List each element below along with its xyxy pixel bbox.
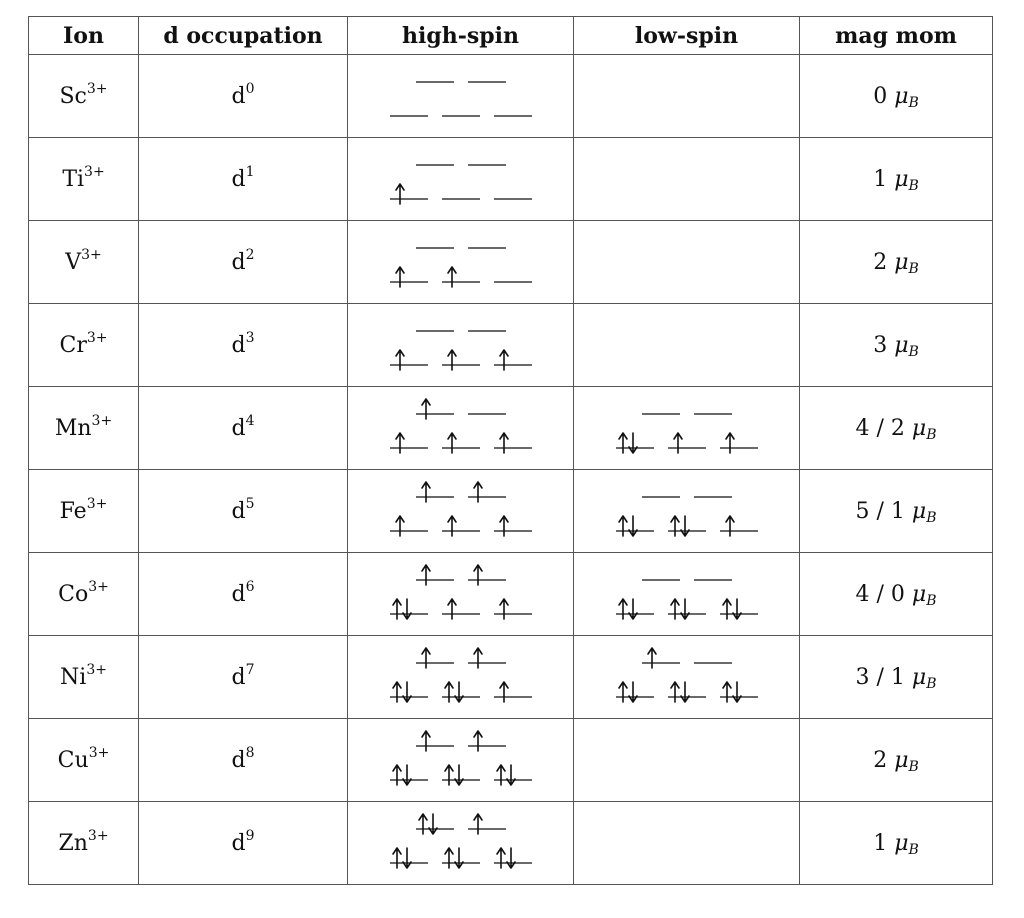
table-row — [29, 636, 993, 719]
spin-up-arrow — [671, 599, 679, 619]
ion-cell — [29, 802, 139, 885]
spin-up-arrow — [619, 433, 627, 453]
high-spin-cell — [348, 304, 574, 387]
unit-symbol: μ — [894, 830, 909, 856]
moment-value: 3 / 1 — [855, 664, 905, 690]
spin-up-arrow — [396, 433, 404, 453]
unit-symbol: μ — [894, 747, 909, 773]
ion-cell — [29, 553, 139, 636]
t2g-orbital-level — [390, 516, 428, 536]
d-electron-count: 5 — [245, 495, 255, 512]
spin-down-arrow — [455, 682, 463, 702]
low-spin-cell — [574, 719, 800, 802]
t2g-orbital-level — [668, 516, 706, 536]
spin-down-arrow — [507, 848, 515, 868]
low-spin-diagram — [609, 478, 765, 544]
ion-symbol: Co — [58, 581, 89, 607]
ion-cell — [29, 719, 139, 802]
t2g-orbital-level — [442, 765, 480, 785]
d-electron-count: 0 — [245, 80, 255, 97]
low-spin-cell — [574, 221, 800, 304]
bohr-magneton-unit — [894, 167, 919, 192]
low-spin-diagram — [609, 644, 765, 710]
spin-down-arrow — [455, 765, 463, 785]
spin-up-arrow — [422, 399, 430, 419]
ion-symbol: Ni — [60, 664, 87, 690]
spin-down-arrow — [629, 599, 637, 619]
ion-symbol: Ti — [62, 166, 85, 192]
ion-charge: 3+ — [86, 80, 108, 97]
unit-subscript: B — [908, 94, 919, 111]
d-label: d — [231, 83, 246, 109]
unit-subscript: B — [908, 177, 919, 194]
d-label: d — [231, 498, 246, 524]
high-spin-diagram — [383, 229, 539, 295]
high-spin-cell — [348, 719, 574, 802]
low-spin-cell — [574, 304, 800, 387]
mag-mom-cell — [800, 802, 993, 885]
high-spin-diagram — [383, 63, 539, 129]
table-row — [29, 719, 993, 802]
header-mag-mom: mag mom — [800, 17, 993, 55]
ion-charge: 3+ — [86, 495, 108, 512]
low-spin-diagram — [609, 395, 765, 461]
spin-up-arrow — [393, 682, 401, 702]
table-row — [29, 55, 993, 138]
spin-up-arrow — [474, 814, 482, 834]
t2g-orbital-level — [390, 184, 428, 204]
t2g-orbital-level — [442, 433, 480, 453]
high-spin-cell — [348, 387, 574, 470]
t2g-orbital-level — [442, 682, 480, 702]
spin-down-arrow — [403, 848, 411, 868]
eg-orbital-level — [416, 731, 454, 751]
table-row — [29, 470, 993, 553]
spin-up-arrow — [445, 848, 453, 868]
d-occupation-cell — [139, 55, 348, 138]
spin-up-arrow — [474, 648, 482, 668]
bohr-magneton-unit — [912, 416, 937, 441]
spin-up-arrow — [497, 848, 505, 868]
bohr-magneton-unit — [894, 84, 919, 109]
eg-orbital-level — [468, 565, 506, 585]
t2g-orbital-level — [616, 433, 654, 453]
spin-down-arrow — [455, 848, 463, 868]
d-label: d — [231, 332, 246, 358]
spin-up-arrow — [474, 565, 482, 585]
spin-up-arrow — [723, 599, 731, 619]
spin-up-arrow — [393, 599, 401, 619]
t2g-orbital-level — [720, 599, 758, 619]
moment-value: 2 — [873, 249, 888, 275]
spin-down-arrow — [733, 599, 741, 619]
ion-cell — [29, 636, 139, 719]
unit-subscript: B — [908, 260, 919, 277]
d-occupation-cell — [139, 304, 348, 387]
t2g-orbital-level — [390, 267, 428, 287]
bohr-magneton-unit — [912, 582, 937, 607]
spin-up-arrow — [726, 516, 734, 536]
spin-up-arrow — [648, 648, 656, 668]
spin-up-arrow — [448, 350, 456, 370]
low-spin-cell — [574, 387, 800, 470]
t2g-orbital-level — [616, 682, 654, 702]
spin-up-arrow — [396, 350, 404, 370]
spin-up-arrow — [393, 848, 401, 868]
low-spin-cell — [574, 470, 800, 553]
moment-value: 0 — [873, 83, 888, 109]
d-electron-table — [28, 16, 993, 885]
ion-charge: 3+ — [84, 163, 105, 180]
high-spin-cell — [348, 55, 574, 138]
spin-down-arrow — [403, 682, 411, 702]
t2g-orbital-level — [616, 516, 654, 536]
eg-orbital-level — [416, 565, 454, 585]
low-spin-cell — [574, 138, 800, 221]
bohr-magneton-unit — [912, 665, 937, 690]
table-row — [29, 802, 993, 885]
mag-mom-cell — [800, 221, 993, 304]
d-label: d — [231, 415, 246, 441]
high-spin-cell — [348, 221, 574, 304]
t2g-orbital-level — [494, 350, 532, 370]
ion-charge: 3+ — [86, 329, 108, 346]
d-occupation-cell — [139, 221, 348, 304]
moment-value: 4 / 0 — [855, 581, 905, 607]
t2g-orbital-level — [390, 682, 428, 702]
low-spin-cell — [574, 636, 800, 719]
spin-up-arrow — [396, 184, 404, 204]
low-spin-diagram — [609, 561, 765, 627]
eg-orbital-level — [416, 482, 454, 502]
high-spin-cell — [348, 470, 574, 553]
t2g-orbital-level — [390, 350, 428, 370]
spin-up-arrow — [422, 648, 430, 668]
mag-mom-cell — [800, 553, 993, 636]
t2g-orbital-level — [442, 599, 480, 619]
t2g-orbital-level — [442, 516, 480, 536]
t2g-orbital-level — [494, 599, 532, 619]
ion-symbol: Zn — [58, 830, 88, 856]
eg-orbital-level — [468, 814, 506, 834]
mag-mom-cell — [800, 719, 993, 802]
table-row — [29, 221, 993, 304]
spin-up-arrow — [422, 565, 430, 585]
d-electron-count: 9 — [245, 827, 255, 844]
eg-orbital-level — [468, 648, 506, 668]
ion-symbol: Fe — [59, 498, 87, 524]
mag-mom-cell — [800, 55, 993, 138]
eg-orbital-level — [416, 399, 454, 419]
spin-up-arrow — [474, 731, 482, 751]
table-row — [29, 553, 993, 636]
t2g-orbital-level — [494, 848, 532, 868]
spin-down-arrow — [629, 682, 637, 702]
ion-cell — [29, 55, 139, 138]
spin-up-arrow — [500, 682, 508, 702]
spin-up-arrow — [671, 516, 679, 536]
high-spin-diagram — [383, 146, 539, 212]
t2g-orbital-level — [494, 682, 532, 702]
bohr-magneton-unit — [894, 250, 919, 275]
t2g-orbital-level — [720, 682, 758, 702]
unit-symbol: μ — [911, 581, 927, 607]
t2g-orbital-level — [442, 267, 480, 287]
unit-symbol: μ — [894, 249, 909, 275]
low-spin-cell — [574, 802, 800, 885]
ion-cell — [29, 221, 139, 304]
spin-up-arrow — [497, 765, 505, 785]
eg-orbital-level — [416, 648, 454, 668]
d-occupation-cell — [139, 553, 348, 636]
t2g-orbital-level — [390, 848, 428, 868]
header-d-occupation: d occupation — [139, 17, 348, 55]
spin-up-arrow — [396, 516, 404, 536]
high-spin-diagram — [383, 312, 539, 378]
d-label: d — [231, 747, 246, 773]
ion-cell — [29, 470, 139, 553]
mag-mom-cell — [800, 636, 993, 719]
ion-charge: 3+ — [88, 578, 109, 595]
d-electron-count: 7 — [245, 661, 255, 678]
unit-subscript: B — [908, 343, 919, 360]
spin-down-arrow — [507, 765, 515, 785]
t2g-orbital-level — [668, 433, 706, 453]
spin-up-arrow — [500, 350, 508, 370]
d-label: d — [231, 581, 246, 607]
eg-orbital-level — [416, 814, 454, 834]
ion-symbol: Cu — [57, 747, 89, 773]
low-spin-cell — [574, 55, 800, 138]
spin-up-arrow — [448, 267, 456, 287]
unit-symbol: μ — [894, 332, 909, 358]
t2g-orbital-level — [668, 682, 706, 702]
unit-subscript: B — [926, 426, 937, 443]
high-spin-diagram — [383, 727, 539, 793]
ion-symbol: Mn — [54, 415, 92, 441]
spin-down-arrow — [733, 682, 741, 702]
eg-orbital-level — [468, 482, 506, 502]
spin-up-arrow — [500, 599, 508, 619]
high-spin-cell — [348, 553, 574, 636]
spin-up-arrow — [619, 599, 627, 619]
spin-up-arrow — [445, 765, 453, 785]
d-label: d — [231, 664, 246, 690]
spin-up-arrow — [396, 267, 404, 287]
t2g-orbital-level — [390, 765, 428, 785]
t2g-orbital-level — [494, 765, 532, 785]
d-electron-count: 3 — [245, 329, 255, 346]
header-low-spin: low-spin — [574, 17, 800, 55]
bohr-magneton-unit — [912, 499, 937, 524]
unit-symbol: μ — [911, 498, 927, 524]
spin-down-arrow — [403, 765, 411, 785]
spin-down-arrow — [429, 814, 437, 834]
table-row — [29, 304, 993, 387]
spin-up-arrow — [448, 516, 456, 536]
spin-up-arrow — [619, 516, 627, 536]
t2g-orbital-level — [720, 433, 758, 453]
unit-subscript: B — [908, 841, 919, 858]
t2g-orbital-level — [442, 350, 480, 370]
ion-charge: 3+ — [86, 661, 107, 678]
ion-cell — [29, 138, 139, 221]
mag-mom-cell — [800, 470, 993, 553]
bohr-magneton-unit — [894, 333, 919, 358]
ion-charge: 3+ — [81, 246, 102, 263]
t2g-orbital-level — [616, 599, 654, 619]
t2g-orbital-level — [442, 848, 480, 868]
high-spin-cell — [348, 138, 574, 221]
mag-mom-cell — [800, 304, 993, 387]
high-spin-diagram — [383, 561, 539, 627]
t2g-orbital-level — [390, 433, 428, 453]
unit-subscript: B — [926, 592, 937, 609]
moment-value: 1 — [873, 830, 888, 856]
eg-orbital-level — [468, 731, 506, 751]
header-ion: Ion — [29, 17, 139, 55]
bohr-magneton-unit — [894, 748, 919, 773]
spin-up-arrow — [500, 516, 508, 536]
d-occupation-cell — [139, 802, 348, 885]
spin-up-arrow — [619, 682, 627, 702]
unit-symbol: μ — [911, 664, 927, 690]
d-electron-count: 8 — [245, 744, 255, 761]
ion-symbol: V — [65, 249, 82, 275]
high-spin-diagram — [383, 644, 539, 710]
unit-symbol: μ — [894, 83, 909, 109]
spin-up-arrow — [474, 482, 482, 502]
ion-charge: 3+ — [91, 412, 113, 429]
d-electron-count: 1 — [245, 163, 255, 180]
eg-orbital-level — [642, 648, 680, 668]
spin-up-arrow — [726, 433, 734, 453]
header-row — [29, 17, 993, 55]
ion-symbol: Cr — [59, 332, 87, 358]
ion-cell — [29, 387, 139, 470]
t2g-orbital-level — [720, 516, 758, 536]
high-spin-diagram — [383, 478, 539, 544]
bohr-magneton-unit — [894, 831, 919, 856]
d-label: d — [231, 249, 246, 275]
spin-up-arrow — [448, 599, 456, 619]
table-body — [29, 55, 993, 885]
spin-down-arrow — [681, 682, 689, 702]
unit-symbol: μ — [894, 166, 909, 192]
mag-mom-cell — [800, 387, 993, 470]
spin-up-arrow — [445, 682, 453, 702]
spin-down-arrow — [681, 516, 689, 536]
high-spin-diagram — [383, 810, 539, 876]
d-occupation-cell — [139, 636, 348, 719]
t2g-orbital-level — [390, 599, 428, 619]
high-spin-diagram — [383, 395, 539, 461]
spin-up-arrow — [393, 765, 401, 785]
d-electron-count: 6 — [245, 578, 255, 595]
spin-up-arrow — [674, 433, 682, 453]
unit-subscript: B — [926, 675, 937, 692]
header-high-spin: high-spin — [348, 17, 574, 55]
spin-up-arrow — [422, 731, 430, 751]
unit-symbol: μ — [911, 415, 927, 441]
spin-down-arrow — [403, 599, 411, 619]
spin-up-arrow — [422, 482, 430, 502]
moment-value: 4 / 2 — [855, 415, 905, 441]
moment-value: 2 — [873, 747, 888, 773]
d-label: d — [231, 830, 246, 856]
moment-value: 5 / 1 — [855, 498, 905, 524]
unit-subscript: B — [926, 509, 937, 526]
moment-value: 1 — [873, 166, 888, 192]
d-occupation-cell — [139, 138, 348, 221]
ion-charge: 3+ — [88, 744, 110, 761]
spin-down-arrow — [629, 516, 637, 536]
mag-mom-cell — [800, 138, 993, 221]
d-electron-count: 4 — [245, 412, 255, 429]
d-occupation-cell — [139, 719, 348, 802]
t2g-orbital-level — [668, 599, 706, 619]
spin-up-arrow — [723, 682, 731, 702]
spin-up-arrow — [500, 433, 508, 453]
spin-up-arrow — [419, 814, 427, 834]
table-row — [29, 138, 993, 221]
high-spin-cell — [348, 636, 574, 719]
d-electron-count: 2 — [245, 246, 255, 263]
table-row — [29, 387, 993, 470]
ion-cell — [29, 304, 139, 387]
spin-down-arrow — [681, 599, 689, 619]
d-label: d — [231, 166, 246, 192]
d-occupation-cell — [139, 470, 348, 553]
ion-symbol: Sc — [59, 83, 87, 109]
spin-down-arrow — [629, 433, 637, 453]
spin-up-arrow — [671, 682, 679, 702]
ion-charge: 3+ — [87, 827, 109, 844]
spin-up-arrow — [448, 433, 456, 453]
high-spin-cell — [348, 802, 574, 885]
unit-subscript: B — [908, 758, 919, 775]
moment-value: 3 — [873, 332, 888, 358]
d-occupation-cell — [139, 387, 348, 470]
low-spin-cell — [574, 553, 800, 636]
t2g-orbital-level — [494, 433, 532, 453]
t2g-orbital-level — [494, 516, 532, 536]
